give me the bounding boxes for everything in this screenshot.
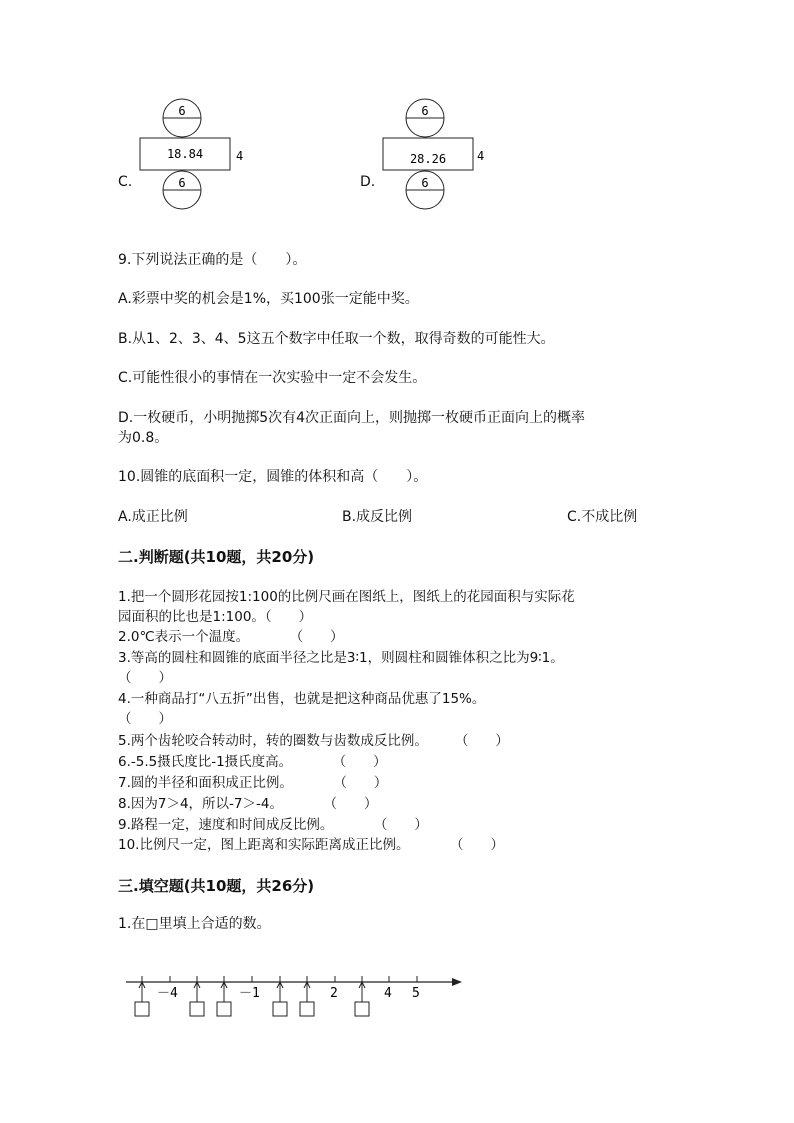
tick-label-neg1: －1 bbox=[239, 986, 260, 1001]
tick-label-2: 2 bbox=[330, 986, 338, 1001]
option-c-label: C. bbox=[118, 174, 133, 190]
answer-box[interactable] bbox=[273, 1002, 287, 1016]
tick-label-4: 4 bbox=[384, 986, 392, 1001]
q9-option-d: D.一枚硬币，小明抛掷5次有4次正面向上，则抛掷一枚硬币正面向上的概率 bbox=[118, 410, 586, 426]
rect-value: 28.26 bbox=[409, 152, 447, 166]
judge-line: 8.因为7＞4，所以-7＞-4。 （ ） bbox=[118, 796, 378, 812]
judge-line: （ ） bbox=[118, 711, 172, 727]
answer-box[interactable] bbox=[300, 1002, 314, 1016]
option-c-figure bbox=[110, 95, 270, 215]
answer-box[interactable] bbox=[190, 1002, 204, 1016]
tick-label-5: 5 bbox=[412, 986, 420, 1001]
answer-box[interactable] bbox=[217, 1002, 231, 1016]
q9-option-a: A.彩票中奖的机会是1%，买100张一定能中奖。 bbox=[118, 291, 419, 307]
q9-option-c: C.可能性很小的事情在一次实验中一定不会发生。 bbox=[118, 370, 427, 386]
judge-line: 1.把一个圆形花园按1:100的比例尺画在图纸上，图纸上的花园面积与实际花 bbox=[118, 589, 575, 605]
number-line bbox=[118, 968, 463, 1024]
height-label: 4 bbox=[236, 149, 244, 163]
q10-option-b: B.成反比例 bbox=[342, 509, 413, 525]
q10-stem: 10.圆锥的底面积一定，圆锥的体积和高（ ）。 bbox=[118, 469, 428, 485]
judge-line: 4.一种商品打“八五折”出售，也就是把这种商品优惠了15%。 bbox=[118, 691, 486, 707]
section3-q1: 1.在□里填上合适的数。 bbox=[118, 916, 271, 932]
option-d-label: D. bbox=[360, 174, 376, 190]
q10-option-c: C.不成比例 bbox=[567, 509, 638, 525]
judge-line: 9.路程一定，速度和时间成反比例。 （ ） bbox=[118, 817, 428, 833]
answer-box[interactable] bbox=[355, 1002, 369, 1016]
number-line-arrowhead bbox=[452, 978, 462, 986]
bottom-circle-label: 6 bbox=[178, 176, 186, 190]
judge-line: （ ） bbox=[118, 670, 172, 686]
judge-line: 园面积的比也是1:100。（ ） bbox=[118, 609, 313, 625]
option-d-figure bbox=[352, 95, 512, 215]
top-circle-label: 6 bbox=[178, 104, 186, 118]
judge-line: 6.-5.5摄氏度比-1摄氏度高。 （ ） bbox=[118, 754, 387, 770]
judge-line: 3.等高的圆柱和圆锥的底面半径之比是3∶1，则圆柱和圆锥体积之比为9∶1。 bbox=[118, 650, 564, 666]
answer-box[interactable] bbox=[135, 1002, 149, 1016]
q9-option-b: B.从1、2、3、4、5这五个数字中任取一个数，取得奇数的可能性大。 bbox=[118, 331, 555, 347]
judge-line: 7.圆的半径和面积成正比例。 （ ） bbox=[118, 775, 388, 791]
bottom-circle-label: 6 bbox=[421, 176, 429, 190]
judge-line: 2.0℃表示一个温度。 （ ） bbox=[118, 629, 344, 645]
rect-value: 18.84 bbox=[166, 147, 204, 161]
top-circle-label: 6 bbox=[421, 104, 429, 118]
height-label: 4 bbox=[477, 149, 485, 163]
judge-line: 10.比例尺一定，图上距离和实际距离成正比例。 （ ） bbox=[118, 837, 504, 853]
q10-option-a: A.成正比例 bbox=[118, 509, 188, 525]
judge-line: 5.两个齿轮咬合转动时，转的圈数与齿数成反比例。 （ ） bbox=[118, 733, 509, 749]
section3-title: 三.填空题(共10题，共26分) bbox=[118, 877, 315, 895]
section2-title: 二.判断题(共10题，共20分) bbox=[118, 548, 315, 566]
q9-stem: 9.下列说法正确的是（ ）。 bbox=[118, 252, 307, 268]
q9-option-d-cont: 为0.8。 bbox=[118, 430, 169, 446]
tick-label-neg4: －4 bbox=[157, 986, 178, 1001]
